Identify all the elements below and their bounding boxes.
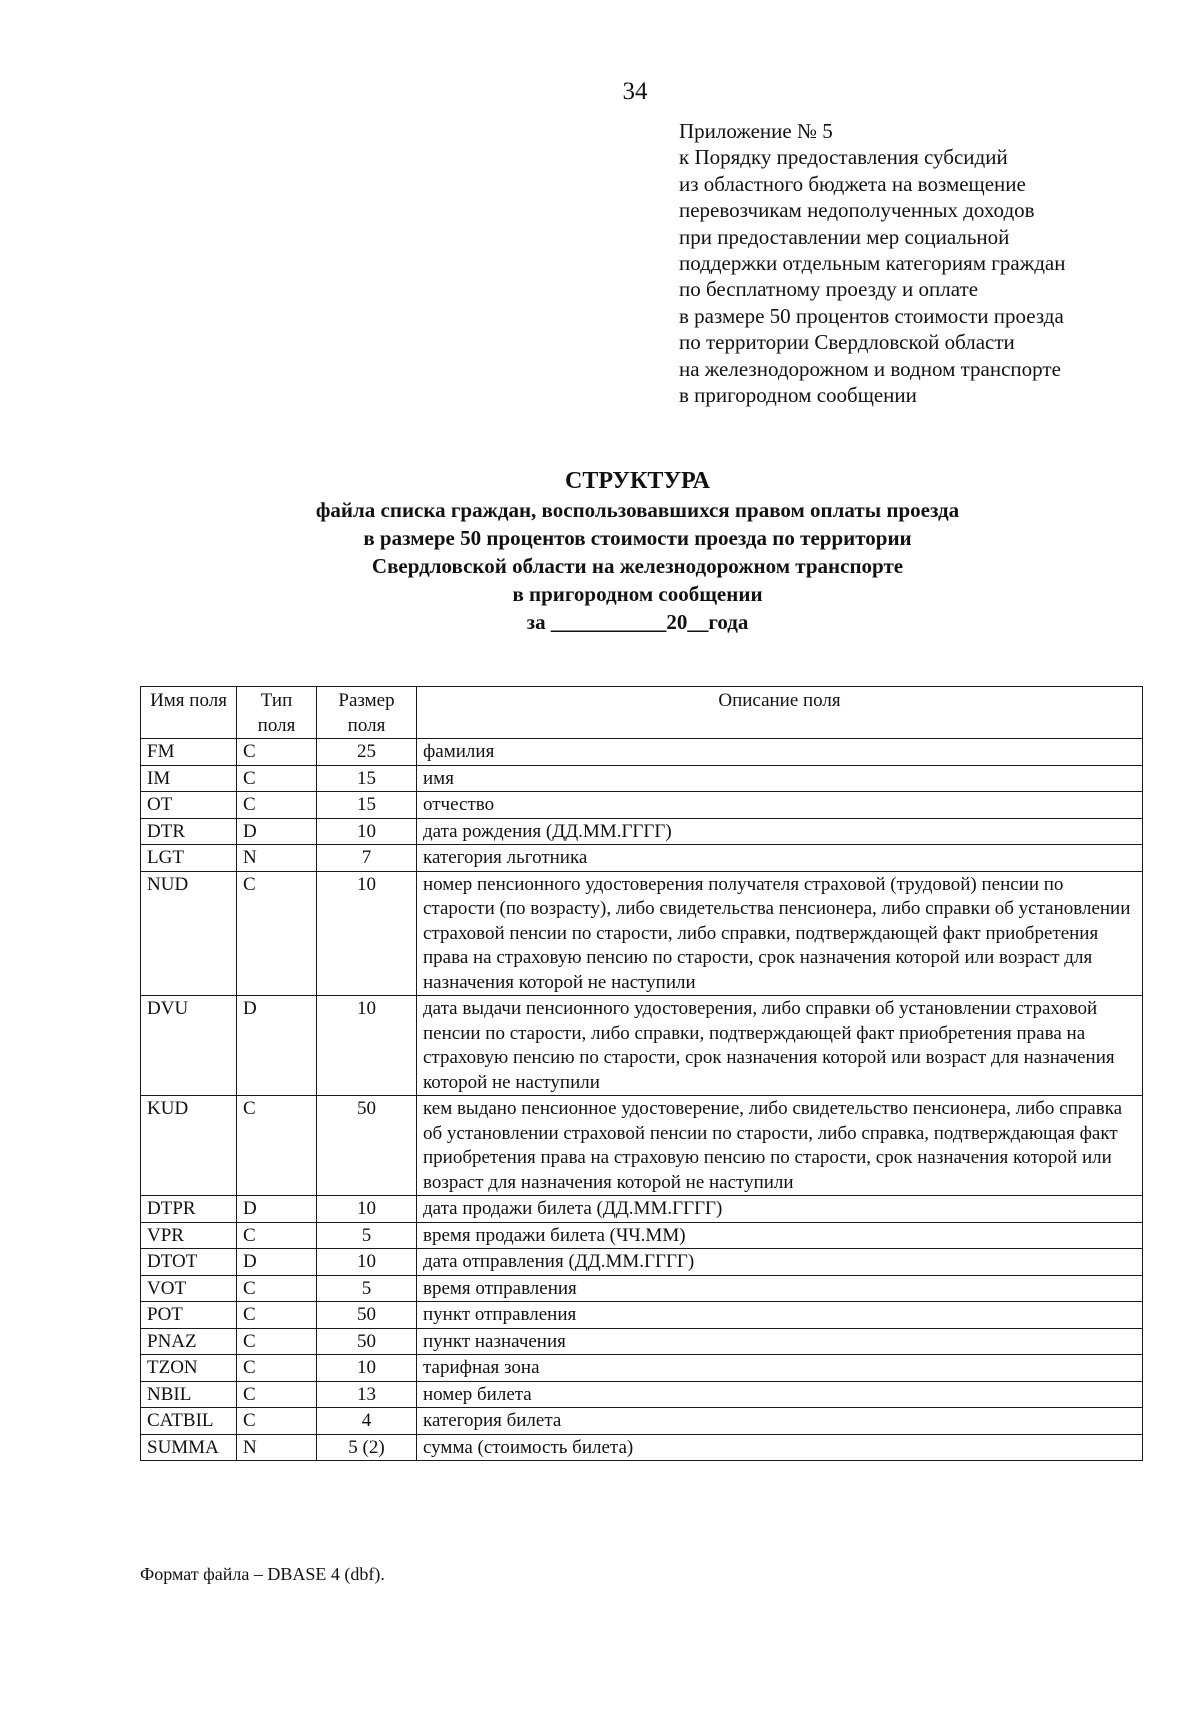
field-type-cell: D: [237, 996, 317, 1096]
heading-period-line: за ___________20__года: [526, 610, 749, 634]
field-size-cell: 10: [317, 1249, 417, 1276]
field-description-cell: время продажи билета (ЧЧ.ММ): [417, 1222, 1143, 1249]
field-type-cell: C: [237, 739, 317, 766]
field-name-cell: PNAZ: [141, 1328, 237, 1355]
field-description-cell: пункт назначения: [417, 1328, 1143, 1355]
field-description-cell: кем выдано пенсионное удостоверение, либо свидетельство пенсионера, либо справка об установлении страховой пенсии по старости, либо справка, подтверждающая факт приобретения права на страховую пенсию по старости, срок назначения которой или возраст для назначения которой не наступили: [417, 1096, 1143, 1196]
table-row: [141, 1096, 1143, 1196]
appendix-line: поддержки отдельным категориям граждан: [679, 251, 1066, 276]
field-size-cell: 50: [317, 1302, 417, 1329]
field-type-cell: C: [237, 792, 317, 819]
field-name-cell: IM: [141, 765, 237, 792]
table-row: [141, 871, 1143, 996]
header-field-size: Размер поля: [317, 687, 417, 739]
appendix-line: на железнодорожном и водном транспорте: [679, 356, 1061, 381]
field-name-cell: KUD: [141, 1096, 237, 1196]
field-size-cell: 10: [317, 871, 417, 996]
field-size-cell: 10: [317, 1355, 417, 1382]
field-type-cell: C: [237, 1328, 317, 1355]
table-row: [141, 739, 1143, 766]
field-name-cell: DTR: [141, 818, 237, 845]
field-name-cell: DTPR: [141, 1196, 237, 1223]
table-header-row: [141, 687, 1143, 739]
table-row: [141, 792, 1143, 819]
appendix-line: из областного бюджета на возмещение: [679, 171, 1026, 196]
field-name-cell: DVU: [141, 996, 237, 1096]
field-description-cell: фамилия: [417, 739, 1143, 766]
field-type-cell: C: [237, 1275, 317, 1302]
field-description-cell: пункт отправления: [417, 1302, 1143, 1329]
field-size-cell: 15: [317, 765, 417, 792]
field-type-cell: N: [237, 1434, 317, 1461]
field-name-cell: NBIL: [141, 1381, 237, 1408]
table-row: [141, 1434, 1143, 1461]
table-row: [141, 1302, 1143, 1329]
field-description-cell: отчество: [417, 792, 1143, 819]
field-name-cell: SUMMA: [141, 1434, 237, 1461]
document-heading: [160, 466, 1115, 636]
field-size-cell: 5: [317, 1275, 417, 1302]
field-size-cell: 5 (2): [317, 1434, 417, 1461]
field-description-cell: дата рождения (ДД.ММ.ГГГГ): [417, 818, 1143, 845]
heading-line: в пригородном сообщении: [512, 582, 763, 606]
field-description-cell: время отправления: [417, 1275, 1143, 1302]
file-format-note: Формат файла – DBASE 4 (dbf).: [140, 1564, 385, 1584]
field-description-cell: категория льготника: [417, 845, 1143, 872]
field-size-cell: 13: [317, 1381, 417, 1408]
field-type-cell: D: [237, 1249, 317, 1276]
appendix-note: [679, 118, 1179, 408]
appendix-line: по бесплатному проезду и оплате: [679, 277, 979, 302]
table-row: [141, 818, 1143, 845]
field-name-cell: NUD: [141, 871, 237, 996]
field-description-cell: категория билета: [417, 1408, 1143, 1435]
field-size-cell: 50: [317, 1096, 417, 1196]
field-type-cell: C: [237, 1355, 317, 1382]
table-row: [141, 845, 1143, 872]
field-type-cell: D: [237, 1196, 317, 1223]
field-type-cell: C: [237, 765, 317, 792]
field-type-cell: C: [237, 1222, 317, 1249]
field-type-cell: D: [237, 818, 317, 845]
field-description-cell: номер пенсионного удостоверения получателя страховой (трудовой) пенсии по старости (по возрасту), либо свидетельства пенсионера, либо справки об установлении страховой пенсии по старости, либо справки, подтверждающей факт приобретения права на страховую пенсию по старости, срок назначения которой или возраст для назначения которой не наступили: [417, 871, 1143, 996]
heading-line: в размере 50 процентов стоимости проезда по территории: [363, 526, 912, 550]
field-name-cell: VPR: [141, 1222, 237, 1249]
field-size-cell: 25: [317, 739, 417, 766]
field-type-cell: C: [237, 871, 317, 996]
field-name-cell: VOT: [141, 1275, 237, 1302]
field-type-cell: C: [237, 1408, 317, 1435]
table-row: [141, 1222, 1143, 1249]
appendix-line: в размере 50 процентов стоимости проезда: [679, 303, 1064, 328]
field-type-cell: C: [237, 1302, 317, 1329]
field-size-cell: 10: [317, 818, 417, 845]
field-name-cell: LGT: [141, 845, 237, 872]
table-row: [141, 1355, 1143, 1382]
table-row: [141, 765, 1143, 792]
field-name-cell: POT: [141, 1302, 237, 1329]
appendix-line: в пригородном сообщении: [679, 383, 917, 408]
field-size-cell: 15: [317, 792, 417, 819]
appendix-line: при предоставлении мер социальной: [679, 224, 1010, 249]
field-name-cell: OT: [141, 792, 237, 819]
heading-line: Свердловской области на железнодорожном транспорте: [371, 554, 904, 578]
page-number: 34: [622, 78, 648, 105]
field-name-cell: FM: [141, 739, 237, 766]
field-name-cell: CATBIL: [141, 1408, 237, 1435]
appendix-line: перевозчикам недополученных доходов: [679, 198, 1035, 223]
heading-line: файла списка граждан, воспользовавшихся правом оплаты проезда: [315, 498, 960, 522]
appendix-line: к Порядку предоставления субсидий: [679, 145, 1008, 170]
field-description-cell: имя: [417, 765, 1143, 792]
field-type-cell: C: [237, 1381, 317, 1408]
field-description-cell: дата продажи билета (ДД.ММ.ГГГГ): [417, 1196, 1143, 1223]
table-row: [141, 1275, 1143, 1302]
field-name-cell: DTOT: [141, 1249, 237, 1276]
fields-table: [140, 686, 1143, 1461]
table-row: [141, 1249, 1143, 1276]
table-body: [141, 739, 1143, 1461]
field-description-cell: дата отправления (ДД.ММ.ГГГГ): [417, 1249, 1143, 1276]
field-size-cell: 10: [317, 996, 417, 1096]
table-row: [141, 1328, 1143, 1355]
field-description-cell: тарифная зона: [417, 1355, 1143, 1382]
field-name-cell: TZON: [141, 1355, 237, 1382]
header-field-description: Описание поля: [417, 687, 1143, 739]
heading-title: СТРУКТУРА: [565, 468, 710, 494]
field-description-cell: дата выдачи пенсионного удостоверения, либо справки об установлении страховой пенсии по старости, либо справки, подтверждающей факт приобретения права на страховую пенсию по старости, срок назначения которой или возраст для назначения которой не наступили: [417, 996, 1143, 1096]
field-size-cell: 10: [317, 1196, 417, 1223]
header-field-type: Тип поля: [237, 687, 317, 739]
field-description-cell: номер билета: [417, 1381, 1143, 1408]
table-row: [141, 996, 1143, 1096]
field-size-cell: 5: [317, 1222, 417, 1249]
table-row: [141, 1381, 1143, 1408]
field-description-cell: сумма (стоимость билета): [417, 1434, 1143, 1461]
field-type-cell: N: [237, 845, 317, 872]
field-type-cell: C: [237, 1096, 317, 1196]
field-size-cell: 4: [317, 1408, 417, 1435]
appendix-line: по территории Свердловской области: [679, 330, 1015, 355]
header-field-name: Имя поля: [141, 687, 237, 739]
table-row: [141, 1196, 1143, 1223]
field-size-cell: 50: [317, 1328, 417, 1355]
table-row: [141, 1408, 1143, 1435]
appendix-line: Приложение № 5: [679, 119, 833, 143]
field-size-cell: 7: [317, 845, 417, 872]
